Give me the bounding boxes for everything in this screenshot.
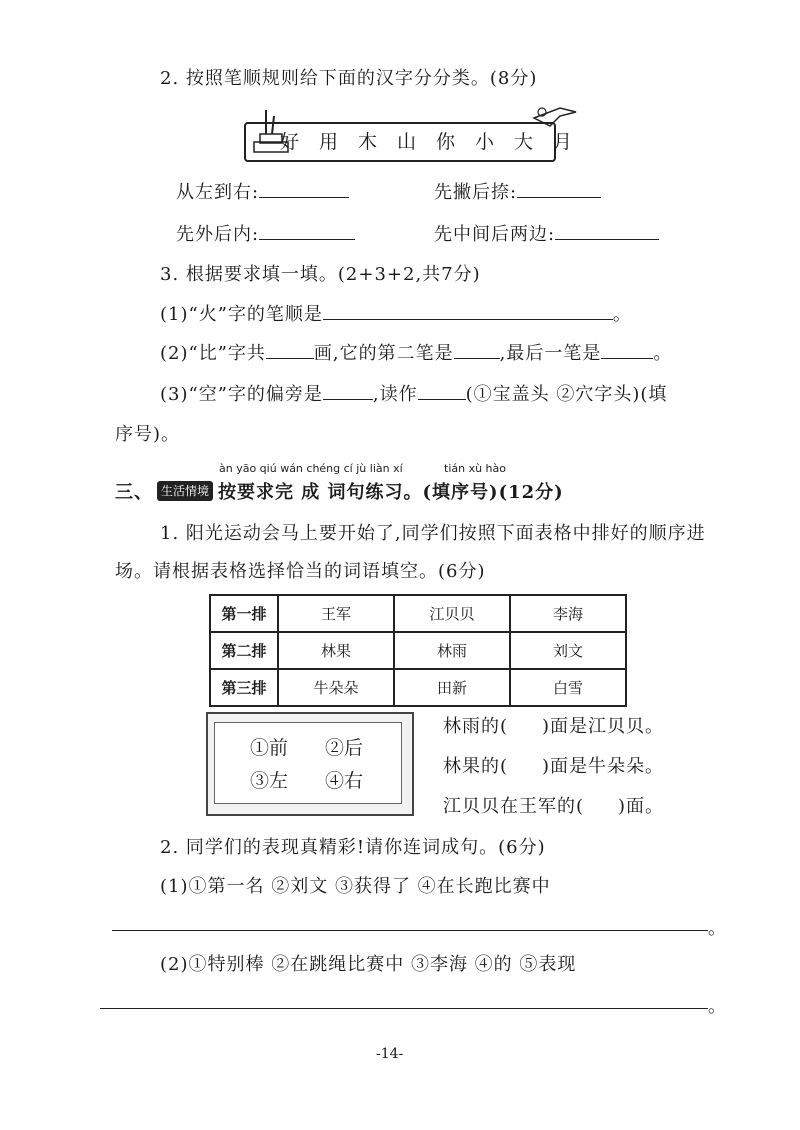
table-cell: 第三排 [210, 669, 278, 706]
answer-blank[interactable] [418, 381, 466, 400]
q3-part2: (2)“比”字共 画,它的第二笔是 ,最后一笔是 。 [160, 339, 672, 365]
table-cell: 牛朵朵 [278, 669, 394, 706]
answer-blank[interactable] [517, 179, 601, 198]
fill-sentence-2: 林果的( )面是牛朵朵。 [443, 756, 665, 777]
table-cell: 江贝贝 [394, 595, 510, 632]
table-cell: 田新 [394, 669, 510, 706]
field-left-to-right: 从左到右: [176, 178, 349, 204]
q3-part3: (3)“空”字的偏旁是 ,读作 (①宝盖头 ②穴字头)(填 [160, 380, 667, 406]
table-cell: 第二排 [210, 632, 278, 669]
table-cell: 王军 [278, 595, 394, 632]
answer-blank[interactable] [323, 301, 613, 320]
option-right: ④右 [325, 770, 364, 792]
answer-line[interactable] [100, 1008, 708, 1009]
q2-title: 2. 按照笔顺规则给下面的汉字分分类。(8分) [160, 68, 538, 89]
s3q2-part1: (1)①第一名 ②刘文 ③获得了 ④在长跑比赛中 [160, 876, 551, 897]
pinyin-line: tián xù hào [444, 462, 506, 475]
field-outside-then-inside: 先外后内: [176, 220, 355, 246]
field-middle-then-sides: 先中间后两边: [434, 220, 659, 246]
period: 。 [708, 996, 727, 1017]
fill-sentence-3: 江贝贝在王军的( )面。 [443, 796, 665, 817]
fill-sentence-1: 林雨的( )面是江贝贝。 [443, 716, 665, 737]
page-number: -14- [376, 1046, 404, 1062]
answer-blank[interactable] [259, 221, 355, 240]
table-row [210, 595, 626, 632]
table-row [210, 669, 626, 706]
pinyin-line: àn yāo qiú wán chéng cí jù liàn xí [219, 462, 403, 475]
q3-part3-cont: 序号)。 [115, 424, 181, 445]
s3q1-line1: 1. 阳光运动会马上要开始了,同学们按照下面表格中排好的顺序进 [160, 523, 706, 544]
answer-blank[interactable] [266, 340, 314, 359]
table-cell: 林果 [278, 632, 394, 669]
table-row [210, 632, 626, 669]
character-list: 好用木山你小大月 [280, 131, 593, 153]
q3-title: 3. 根据要求填一填。(2+3+2,共7分) [160, 264, 481, 285]
answer-blank[interactable] [259, 179, 349, 198]
life-situation-badge: 生活情境 [157, 481, 213, 501]
options-panel [214, 722, 402, 804]
s3q1-line2: 场。请根据表格选择恰当的词语填空。(6分) [115, 561, 486, 582]
answer-blank[interactable] [454, 340, 500, 359]
field-pie-then-na: 先撇后捺: [434, 178, 601, 204]
option-front: ①前 [250, 737, 289, 759]
option-left: ③左 [250, 770, 289, 792]
answer-blank[interactable] [601, 340, 653, 359]
table-cell: 林雨 [394, 632, 510, 669]
s3q2-title: 2. 同学们的表现真精彩!请你连词成句。(6分) [160, 837, 546, 858]
answer-line[interactable] [112, 930, 708, 931]
table-cell: 李海 [510, 595, 626, 632]
period: 。 [708, 918, 727, 939]
option-back: ②后 [325, 737, 364, 759]
table-cell: 第一排 [210, 595, 278, 632]
q3-part1: (1)“火”字的笔顺是 。 [160, 300, 632, 326]
answer-blank[interactable] [555, 221, 659, 240]
answer-blank[interactable] [323, 381, 373, 400]
table-cell: 白雪 [510, 669, 626, 706]
seating-table [209, 594, 627, 707]
table-cell: 刘文 [510, 632, 626, 669]
paper-plane-icon [530, 100, 580, 130]
s3q2-part2: (2)①特别棒 ②在跳绳比赛中 ③李海 ④的 ⑤表现 [160, 954, 577, 975]
section-title: 按要求完 成 词句练习。(填序号)(12分) [218, 482, 564, 503]
section-number: 三、 [115, 482, 153, 503]
